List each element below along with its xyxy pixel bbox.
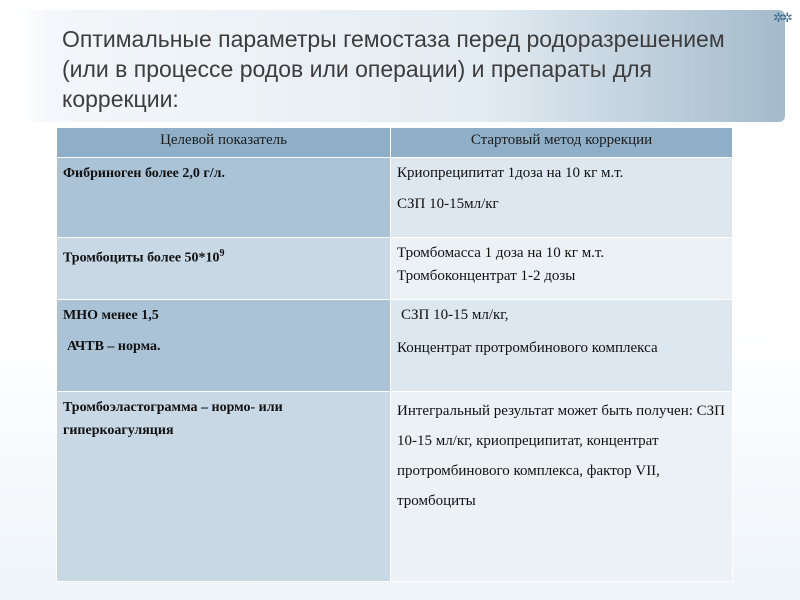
indicator-cell: [57, 392, 391, 582]
method-text: Концентрат протромбинового комплекса: [397, 340, 658, 356]
star-decoration-icon: ✲✲: [773, 10, 791, 25]
swoosh-fade: [20, 10, 50, 122]
table-row: [57, 158, 733, 238]
table-row: [57, 238, 733, 300]
method-cell: [391, 392, 733, 582]
indicator-text: Тромбоэластограмма – нормо- или гиперкоагуляция: [63, 400, 283, 438]
indicator-cell: [57, 238, 391, 300]
indicator-base-text: Тромбоциты более 50*10: [63, 250, 220, 266]
indicator-text: [63, 242, 384, 270]
indicator-cell: [57, 158, 391, 238]
method-text: Криопреципитат 1доза на 10 кг м.т.: [397, 165, 624, 181]
table-row: [57, 300, 733, 392]
method-text: СЗП 10-15мл/кг: [397, 196, 499, 212]
method-cell: [391, 158, 733, 238]
table-row: [57, 392, 733, 582]
method-text: Интегральный результат может быть получен: СЗП 10-15 мл/кг, криопреципитат, концентрат протромбинового комплекса, фактор VII, тромбоциты: [397, 403, 726, 509]
indicator-superscript: 9: [219, 248, 225, 259]
hemostasis-table: [56, 127, 733, 582]
indicator-text: АЧТВ – норма.: [67, 339, 161, 354]
method-cell: [391, 238, 733, 300]
header-target-indicator: Целевой показатель: [57, 128, 391, 158]
indicator-text: МНО менее 1,5: [63, 308, 159, 323]
method-text: Тромбоконцентрат 1-2 дозы: [397, 268, 576, 284]
method-text: Тромбомасса 1 доза на 10 кг м.т.: [397, 245, 605, 261]
header-start-method: Стартовый метод коррекции: [391, 128, 733, 158]
method-cell: [391, 300, 733, 392]
indicator-cell: [57, 300, 391, 392]
table-header-row: [57, 128, 733, 158]
slide-title: Оптимальные параметры гемостаза перед родоразрешением (или в процессе родов или операции) и препараты для коррекции:: [62, 26, 725, 112]
indicator-text: Фибриноген более 2,0 г/л.: [63, 166, 225, 181]
method-text: СЗП 10-15 мл/кг,: [401, 307, 509, 323]
